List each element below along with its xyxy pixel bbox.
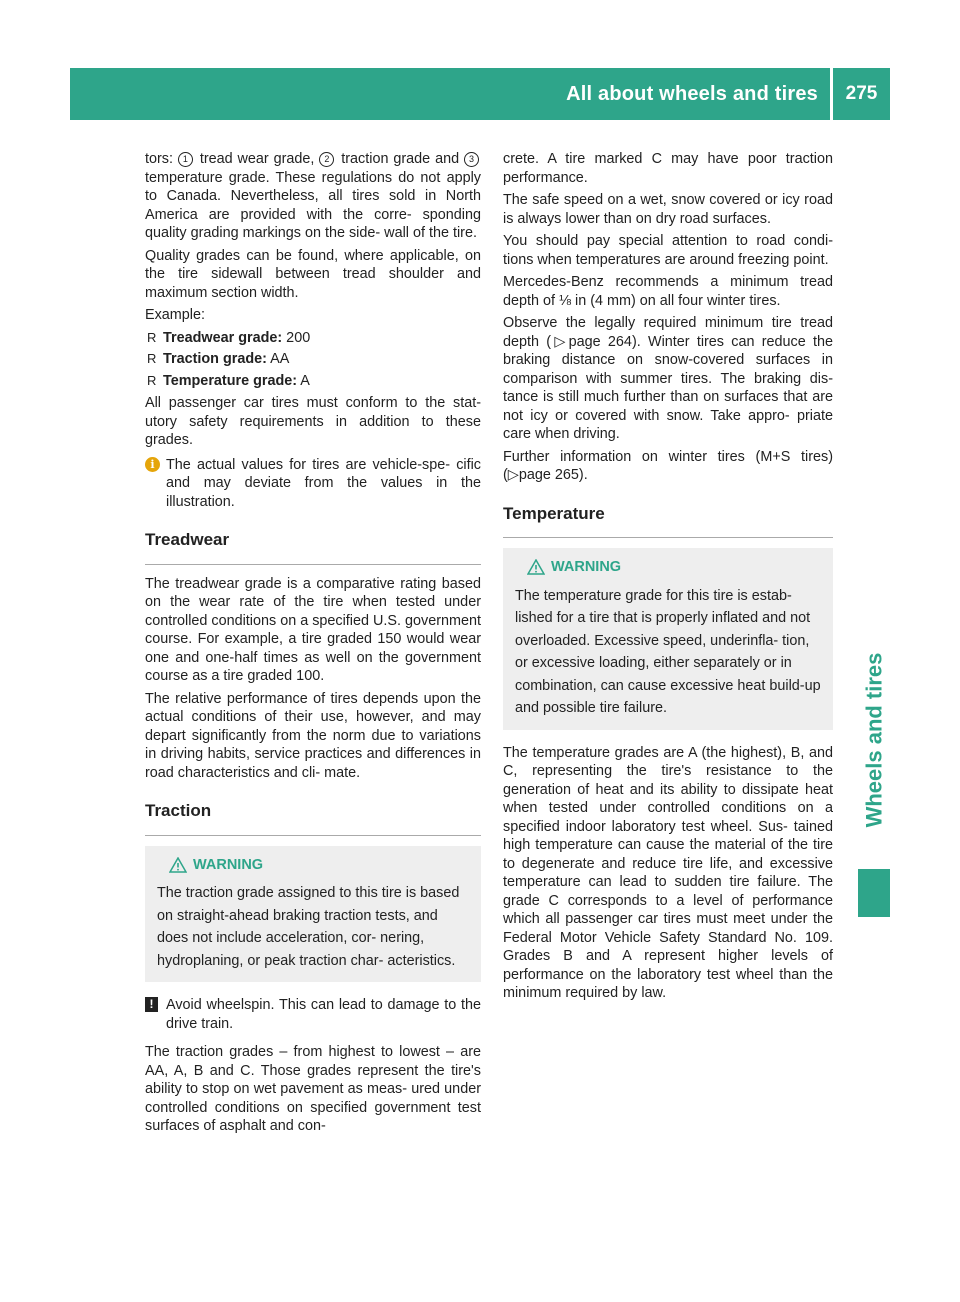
marker-3-icon: 3 <box>464 152 479 167</box>
page-ref-link[interactable]: page 264 <box>568 333 632 350</box>
info-note <box>145 456 481 512</box>
exclamation-icon: ! <box>145 997 158 1012</box>
warning-text: The temperature grade for this tire is estab- lished for a tire that is properly inflated and not overloaded. Excessive speed, underinfla- tion, or excessive loading, either separately or in combination, can cause excessive heat build-up and possible tire failure. <box>515 587 821 716</box>
page-ref-arrow-icon: ▷ <box>507 467 519 483</box>
right-column <box>503 150 833 1007</box>
list-item: R Temperature grade: A <box>147 372 310 389</box>
example-label: Example: <box>145 307 205 323</box>
info-note-text: The actual values for tires are vehicle-spe- cific and may deviate from the values in the illustration. <box>166 456 481 510</box>
traction-heading: Traction <box>145 802 481 836</box>
treadwear-paragraph-1: The treadwear grade is a comparative rating based on the wear rate of the tire when tested under controlled conditions on a specified U.S. government course. For example, a tire graded 150 would wear one and one-half times as well on the government course as a tire graded 100. <box>145 575 481 684</box>
warning-triangle-icon <box>527 559 545 575</box>
list-item: R Traction grade: AA <box>147 351 290 367</box>
left-column <box>145 150 481 1140</box>
continuation-paragraph: crete. A tire marked C may have poor traction performance. <box>503 151 833 186</box>
example-list <box>145 329 481 391</box>
page-ref-arrow-icon: ▷ <box>551 333 569 350</box>
conformity-paragraph: All passenger car tires must conform to the stat- utory safety requirements in addition to these grades. <box>145 395 481 448</box>
side-tab-marker <box>858 869 890 917</box>
intro-paragraph: tors: 1 tread wear grade, 2 traction grade and 3 temperature grade. These regulations do not apply to Canada. Nevertheless, all tires sold in North America are provided with the corre- sponding quality grading markings on the side- wall of the tire. <box>145 151 481 241</box>
temperature-paragraph: The temperature grades are A (the highest), B, and C, representing the tire's resistance to the generation of heat and its ability to dissipate heat when tested under controlled conditions on a specified indoor laboratory test wheel. Sus- tained high temperature can cause the material of the tire to degenerate and reduce tire life, and excessive temperature can lead to sudden tire failure. The grade C corresponds to a level of performance which all passenger car tires must meet under the Federal Motor Vehicle Safety Standard No. 109. Grades B and A represent higher levels of performance on the laboratory test wheel than the minimum required by law. <box>503 744 833 1001</box>
chapter-title: All about wheels and tires <box>566 82 818 105</box>
road-conditions-paragraph: You should pay special attention to road condi- tions when temperatures are around freezing point. <box>503 233 833 268</box>
tread-depth-paragraph: Mercedes-Benz recommends a minimum tread depth of ⅛ in (4 mm) on all four winter tires. <box>503 274 833 309</box>
marker-2-icon: 2 <box>319 152 334 167</box>
bullet-icon: R <box>147 372 157 388</box>
temperature-warning-box <box>503 548 833 730</box>
list-item: R Treadwear grade: 200 <box>147 329 311 346</box>
quality-grades-paragraph: Quality grades can be found, where applicable, on the tire sidewall between tread shoulder and maximum section width. <box>145 247 481 301</box>
traction-warning-box <box>145 846 481 983</box>
warning-title: WARNING <box>157 856 469 875</box>
side-tab[interactable] <box>858 620 890 860</box>
temperature-heading: Temperature <box>503 505 833 539</box>
warning-text: The traction grade assigned to this tire is based on straight-ahead braking traction tests, and does not include acceleration, cor- nering, hydroplaning, or peak traction char- acteristics. <box>157 885 460 969</box>
page-number: 275 <box>845 83 878 104</box>
bullet-icon: R <box>147 351 157 366</box>
legal-depth-paragraph: Observe the legally required minimum tire tread depth (▷page 264). Winter tires can reduce the braking distance on snow-covered surfaces in comparison with summer tires. The braking dis- tance is still much further than on surfaces that are not icy or covered with snow. Take appro- priate care when driving. <box>503 315 833 442</box>
info-icon: i <box>145 457 160 472</box>
page-ref-link[interactable]: page 265 <box>518 467 579 483</box>
treadwear-paragraph-2: The relative performance of tires depends upon the actual conditions of their use, however, and may depart significantly from the norm due to variations in driving habits, service practices and differences in road characteristics and cli- mate. <box>145 690 481 781</box>
caution-note <box>145 996 481 1033</box>
caution-text: Avoid wheelspin. This can lead to damage to the drive train. <box>166 997 481 1032</box>
winter-tires-paragraph: Further information on winter tires (M+S tires) (▷page 265). <box>503 448 833 483</box>
warning-title: WARNING <box>515 558 821 577</box>
side-tab-label: Wheels and tires <box>861 652 886 828</box>
warning-triangle-icon <box>169 857 187 873</box>
marker-1-icon: 1 <box>178 152 193 167</box>
treadwear-heading: Treadwear <box>145 531 481 565</box>
safe-speed-paragraph: The safe speed on a wet, snow covered or icy road is always lower than on dry road surfaces. <box>503 192 833 227</box>
bullet-icon: R <box>147 329 157 345</box>
traction-paragraph: The traction grades – from highest to lowest – are AA, A, B and C. Those grades represent the tire's ability to stop on wet pavement as meas- ured under controlled conditions on specified government test surfaces of asphalt and con- <box>145 1044 481 1134</box>
